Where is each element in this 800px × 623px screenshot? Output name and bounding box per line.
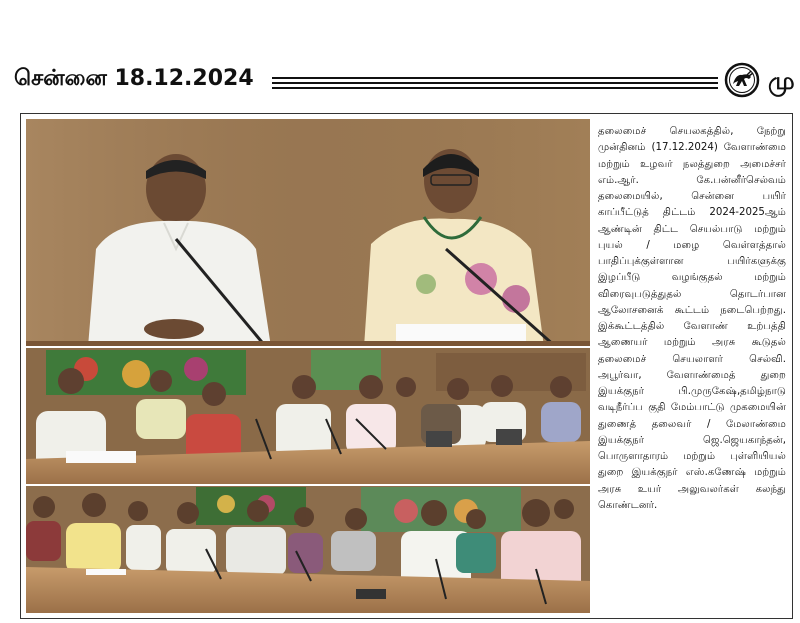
masthead-rule-3 <box>272 87 718 89</box>
article-body: தலைமைச் செயலகத்தில், நேற்று முன்தினம் (17.12.2024) வேளாண்மை மற்றும் உழவர் நலத்துறை அமைச்சர் எம்.ஆர். கே.பன்னீர்செல்வம் தலைமையில், சென்னை பயிர் காப்பீட்டுத் திட்டம் 2024-2025ஆம் ஆண்டின் திட்ட செயல்பாடு மற்றும் புயல் / மழை வெள்ளத்தால் பாதிப்புக்குள்ளான பயிர்களுக்கு இழப்பீடு வழங்குதல் மற்றும் விரைவுபடுத்துதல் தொடர்பான ஆலோசனைக் கூட்டம் நடைபெற்றது. இக்கூட்டத்தில் வேளாண் உற்பத்தி ஆணையர் மற்றும் அரசு கூடுதல் தலைமைச் செயலாளர் செல்வி. அபூர்வா, வேளாண்மைத் துறை இயக்குநர் பி.முருகேஷ்,தமிழ்நாடு வடிநீர்ப்ப குதி மேம்பாட்டு முகமையின் துணைத் தலைவர் / மேலாண்மை இயக்குநர் ஜெ.ஜெயகாந்தன், பொருளாதாரம் மற்றும் புள்ளியியல் துறை இயக்குநர் எஸ்.கணேஷ் மற்றும் அரசு உயர் அலுவலர்கள் கலந்து கொண்டனர். <box>598 126 786 511</box>
photo-bottom-panel <box>26 485 590 613</box>
bull-logo-icon <box>724 62 760 98</box>
meeting-photo <box>26 119 590 613</box>
masthead-rule-1 <box>272 77 718 79</box>
masthead <box>0 62 800 104</box>
dateline: சென்னை 18.12.2024 <box>14 66 254 91</box>
masthead-rule-2 <box>272 82 718 84</box>
photo-middle-panel <box>26 347 590 485</box>
masthead-trailing-glyph: மு <box>768 67 795 95</box>
photo-top-panel <box>26 119 590 347</box>
